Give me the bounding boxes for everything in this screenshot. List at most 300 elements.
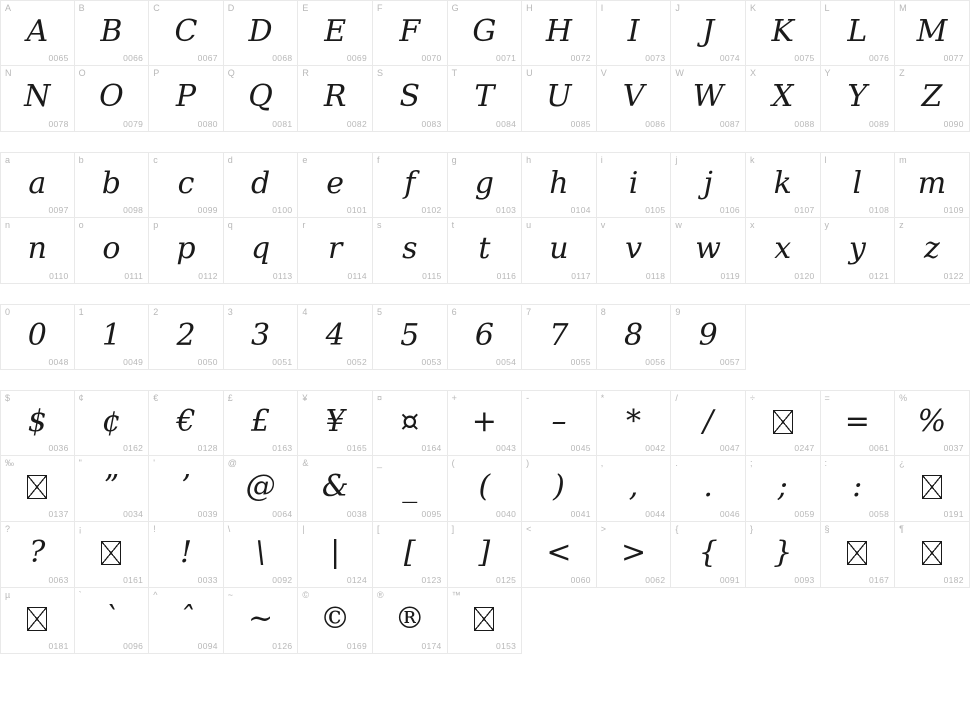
glyph-cell[interactable] [597,66,672,132]
glyph-preview: 7 [549,317,569,353]
glyph-code-label: 0122 [943,271,964,281]
glyph-char-label: ( [451,458,455,468]
glyph-code-label: 0047 [719,443,740,453]
glyph-char-label: \ [227,524,231,534]
glyph-cell[interactable] [448,66,523,132]
glyph-cell[interactable] [821,456,896,522]
glyph-cell[interactable] [895,218,970,284]
glyph-cell[interactable] [746,0,821,66]
glyph-cell[interactable] [0,588,75,654]
glyph-cell[interactable] [149,218,224,284]
glyph-code-label: 0072 [570,53,591,63]
glyph-cell[interactable] [75,218,150,284]
glyph-preview: s [402,231,418,266]
glyph-char-label: T [451,68,458,78]
glyph-cell[interactable] [75,456,150,522]
glyph-cell[interactable] [149,304,224,370]
glyph-char-label: u [526,220,532,230]
glyph-code-label: 0041 [570,509,591,519]
glyph-cell[interactable] [746,456,821,522]
glyph-preview: ¢ [101,403,121,439]
glyph-cell[interactable] [448,522,523,588]
glyph-cell[interactable] [821,66,896,132]
glyph-preview: G [472,13,497,49]
glyph-code-label: 0126 [272,641,293,651]
glyph-char-label: ' [153,458,156,468]
glyph-char-label: M [899,3,907,13]
glyph-cell[interactable] [895,522,970,588]
glyph-char-label: ‰ [5,458,15,468]
glyph-cell[interactable] [75,66,150,132]
glyph-row [0,456,970,522]
glyph-cell[interactable] [671,390,746,456]
glyph-cell[interactable] [448,304,523,370]
glyph-char-label: J [675,3,681,13]
glyph-preview: O [99,79,124,114]
glyph-cell[interactable] [149,390,224,456]
glyph-code-label: 0105 [645,205,666,215]
glyph-cell[interactable] [671,456,746,522]
glyph-preview: \ [255,535,266,570]
glyph-char-label: F [376,3,383,13]
glyph-char-label: L [824,3,830,13]
glyph-char-label: 0 [5,307,11,317]
glyph-code-label: 0037 [943,443,964,453]
glyph-code-label: 0121 [869,271,890,281]
glyph-preview: ! [179,535,193,570]
glyph-cell[interactable] [895,390,970,456]
glyph-char-label: E [302,3,309,13]
glyph-cell[interactable] [0,304,75,370]
glyph-code-label: 0050 [197,357,218,367]
glyph-cell[interactable] [224,152,299,218]
glyph-row [0,66,970,132]
glyph-cell[interactable] [0,456,75,522]
glyph-cell[interactable] [522,218,597,284]
glyph-preview: h [549,165,569,201]
glyph-cell[interactable] [298,390,373,456]
glyph-char-label: % [899,393,908,403]
glyph-char-label: ÷ [749,393,756,403]
glyph-cell[interactable] [0,0,75,66]
glyph-cell[interactable] [0,522,75,588]
glyph-char-label: X [749,68,757,78]
glyph-cell[interactable] [522,456,597,522]
glyph-cell[interactable] [75,390,150,456]
glyph-code-label: 0036 [48,443,69,453]
glyph-preview: 1 [101,317,121,353]
glyph-cell[interactable] [224,522,299,588]
glyph-code-label: 0077 [943,53,964,63]
glyph-cell[interactable] [821,522,896,588]
glyph-cell[interactable] [373,152,448,218]
glyph-code-label: 0097 [48,205,69,215]
glyph-code-label: 0094 [197,641,218,651]
glyph-char-label: § [824,524,830,534]
glyph-char-label: ® [376,590,384,600]
glyph-preview: ) [553,469,565,504]
glyph-cell[interactable] [224,218,299,284]
glyph-cell[interactable] [373,218,448,284]
glyph-code-label: 0096 [123,641,144,651]
glyph-cell[interactable] [149,588,224,654]
glyph-char-label: = [824,393,830,403]
glyph-code-label: 0087 [719,119,740,129]
glyph-code-label: 0039 [197,509,218,519]
glyph-char-label: < [526,524,532,534]
glyph-code-label: 0061 [869,443,890,453]
glyph-code-label: 0125 [496,575,517,585]
glyph-code-label: 0066 [123,53,144,63]
glyph-cell[interactable] [746,152,821,218]
glyph-preview: w [695,231,721,266]
glyph-cell[interactable] [149,522,224,588]
glyph-row [0,522,970,588]
glyph-cell[interactable] [298,522,373,588]
glyph-preview: * [626,403,642,439]
glyph-cell[interactable] [298,304,373,370]
glyph-preview: – [551,403,567,439]
glyph-preview: A [26,13,49,49]
glyph-code-label: 0051 [272,357,293,367]
glyph-preview: S [399,79,421,114]
glyph-preview: ˆ [178,601,194,636]
glyph-cell[interactable] [821,218,896,284]
glyph-cell[interactable] [522,304,597,370]
glyph-cell[interactable] [298,588,373,654]
glyph-cell[interactable] [522,390,597,456]
glyph-preview: F [399,13,421,49]
glyph-cell[interactable] [149,456,224,522]
glyph-char-label: w [675,220,683,230]
glyph-preview: ? [29,535,46,570]
glyph-char-label: 3 [227,307,233,317]
glyph-code-label: 0043 [496,443,517,453]
glyph-code-label: 0116 [496,271,517,281]
glyph-code-label: 0064 [272,509,293,519]
glyph-cell[interactable] [671,304,746,370]
glyph-char-label: $ [5,393,11,403]
glyph-char-label: ¤ [376,393,383,403]
glyph-char-label: b [78,155,84,165]
glyph-char-label: e [302,155,308,165]
glyph-cell-empty [895,588,970,654]
glyph-code-label: 0161 [123,575,144,585]
glyph-cell[interactable] [746,218,821,284]
glyph-cell-empty [895,304,970,370]
glyph-char-label: ; [749,458,753,468]
glyph-cell[interactable] [448,588,523,654]
glyph-char-label: € [153,393,159,403]
glyph-code-label: 0101 [346,205,367,215]
glyph-char-label: " [78,458,82,468]
glyph-row [0,0,970,66]
glyph-char-label: _ [376,458,383,468]
glyph-row [0,588,970,654]
glyph-cell[interactable] [373,304,448,370]
glyph-preview: r [328,231,343,266]
glyph-cell[interactable] [746,66,821,132]
glyph-cell[interactable] [597,522,672,588]
glyph-cell[interactable] [448,218,523,284]
glyph-code-label: 0068 [272,53,293,63]
glyph-cell[interactable] [448,456,523,522]
glyph-code-label: 0044 [645,509,666,519]
glyph-preview: H [545,13,573,49]
glyph-code-label: 0119 [720,271,740,281]
glyph-char-label: U [526,68,533,78]
glyph-code-label: 0086 [645,119,666,129]
glyph-char-label: H [526,3,533,13]
glyph-cell[interactable] [522,66,597,132]
glyph-char-label: ¥ [302,393,308,403]
glyph-cell[interactable] [298,152,373,218]
glyph-preview: j [703,165,713,201]
glyph-preview: C [174,13,198,49]
glyph-cell[interactable] [224,66,299,132]
glyph-cell[interactable] [0,218,75,284]
glyph-char-label: S [376,68,384,78]
glyph-code-label: 0048 [48,357,69,367]
glyph-preview: < [546,535,572,570]
glyph-code-label: 0042 [645,443,666,453]
glyph-preview: X [772,79,794,114]
glyph-cell[interactable] [746,390,821,456]
glyph-preview: = [844,403,870,439]
glyph-cell[interactable] [0,152,75,218]
glyph-preview: ; [777,469,788,504]
glyph-char-label: © [302,590,310,600]
glyph-char-label: { [675,524,679,534]
glyph-preview: > [620,535,647,570]
glyph-preview: e [326,165,345,201]
glyph-cell[interactable] [373,522,448,588]
glyph-preview: . [703,469,713,504]
glyph-char-label: q [227,220,233,230]
glyph-cell[interactable] [671,0,746,66]
glyph-cell[interactable] [298,456,373,522]
glyph-char-label: t [451,220,455,230]
glyph-code-label: 0091 [719,575,740,585]
glyph-code-label: 0045 [570,443,591,453]
glyph-char-label: 4 [302,307,308,317]
glyph-preview: m [917,165,947,201]
glyph-char-label: ? [5,524,11,534]
glyph-char-label: R [302,68,310,78]
glyph-char-label: ^ [153,590,158,600]
glyph-code-label: 0060 [570,575,591,585]
glyph-preview: V [622,79,645,114]
glyph-preview: U [546,79,572,114]
glyph-code-label: 0046 [719,509,740,519]
glyph-cell[interactable] [671,152,746,218]
glyph-cell[interactable] [895,456,970,522]
glyph-cell[interactable] [0,390,75,456]
glyph-char-label: a [5,155,11,165]
glyph-cell[interactable] [895,0,970,66]
glyph-char-label: f [376,155,380,165]
glyph-cell[interactable] [895,152,970,218]
glyph-cell[interactable] [373,588,448,654]
glyph-cell[interactable] [448,152,523,218]
glyph-cell[interactable] [373,0,448,66]
glyph-cell[interactable] [373,390,448,456]
glyph-code-label: 0033 [197,575,218,585]
glyph-cell[interactable] [373,456,448,522]
glyph-preview: p [176,231,196,266]
glyph-code-label: 0164 [421,443,442,453]
glyph-cell[interactable] [522,522,597,588]
glyph-char-label: ! [153,524,156,534]
glyph-char-label: Z [899,68,905,78]
glyph-cell[interactable] [671,218,746,284]
glyph-code-label: 0090 [943,119,964,129]
glyph-preview: @ [245,469,276,504]
glyph-cell[interactable] [373,66,448,132]
glyph-char-label: ) [526,458,530,468]
glyph-code-label: 0100 [272,205,293,215]
glyph-cell[interactable] [298,66,373,132]
glyph-cell[interactable] [298,0,373,66]
glyph-char-label: i [600,155,603,165]
glyph-preview: ¤ [400,403,420,439]
glyph-preview: I [627,13,640,49]
glyph-code-label: 0118 [645,271,666,281]
glyph-code-label: 0082 [346,119,367,129]
glyph-cell[interactable] [224,390,299,456]
glyph-char-label: [ [376,524,380,534]
glyph-preview: T [474,79,495,114]
glyph-char-label: m [899,155,907,165]
glyph-char-label: A [5,3,12,13]
glyph-code-label: 0075 [794,53,815,63]
glyph-char-label: ¿ [899,458,905,468]
glyph-cell[interactable] [298,218,373,284]
glyph-char-label: 2 [153,307,159,317]
glyph-cell[interactable] [75,522,150,588]
glyph-char-label: 1 [78,307,84,317]
glyph-code-label: 0106 [719,205,740,215]
glyph-cell[interactable] [149,0,224,66]
glyph-char-label: z [899,220,904,230]
glyph-preview: x [774,231,792,266]
glyph-char-label: N [5,68,12,78]
glyph-char-label: . [675,458,679,468]
glyph-preview: Z [921,79,943,114]
glyph-char-label: : [824,458,828,468]
glyph-cell[interactable] [75,304,150,370]
glyph-cell[interactable] [895,66,970,132]
glyph-cell[interactable] [821,152,896,218]
glyph-char-label: W [675,68,685,78]
glyph-cell[interactable] [821,0,896,66]
glyph-code-label: 0112 [198,271,218,281]
glyph-preview: _ [402,469,418,504]
glyph-preview: L [847,13,868,49]
glyph-code-label: 0078 [48,119,69,129]
glyph-cell[interactable] [821,390,896,456]
glyph-cell-empty [597,588,672,654]
glyph-char-label: 5 [376,307,383,317]
glyph-cell-empty [522,588,597,654]
glyph-char-label: 9 [675,307,681,317]
glyph-cell[interactable] [597,0,672,66]
glyph-preview: y [848,231,866,266]
glyph-preview: 9 [698,317,718,353]
glyph-cell[interactable] [448,0,523,66]
glyph-char-label: - [526,393,530,403]
glyph-code-label: 0057 [719,357,740,367]
glyph-cell[interactable] [0,66,75,132]
glyph-cell[interactable] [522,152,597,218]
glyph-cell[interactable] [597,390,672,456]
glyph-cell[interactable] [224,588,299,654]
glyph-char-label: h [526,155,532,165]
glyph-code-label: 0058 [869,509,890,519]
glyph-preview: z [924,231,940,266]
glyph-code-label: 0069 [346,53,367,63]
glyph-cell[interactable] [671,522,746,588]
glyph-cell[interactable] [746,522,821,588]
glyph-code-label: 0067 [197,53,218,63]
glyph-preview: 6 [474,317,494,353]
glyph-preview: & [321,469,349,504]
glyph-cell[interactable] [597,456,672,522]
glyph-cell[interactable] [597,218,672,284]
glyph-cell[interactable] [522,0,597,66]
glyph-char-label: y [824,220,830,230]
glyph-cell-empty [821,588,896,654]
glyph-cell[interactable] [448,390,523,456]
glyph-char-label: ¶ [899,524,905,534]
glyph-preview: J [702,13,715,49]
glyph-code-label: 0165 [346,443,367,453]
glyph-cell[interactable] [75,588,150,654]
glyph-cell[interactable] [224,0,299,66]
glyph-preview: N [24,79,51,114]
glyph-code-label: 0056 [645,357,666,367]
glyph-cell[interactable] [224,456,299,522]
glyph-code-label: 0034 [123,509,144,519]
glyph-code-label: 0084 [496,119,517,129]
glyph-code-label: 0080 [197,119,218,129]
glyph-cell[interactable] [597,152,672,218]
glyph-cell[interactable] [597,304,672,370]
glyph-preview: © [320,601,351,636]
glyph-code-label: 0114 [347,271,367,281]
glyph-row [0,304,970,370]
glyph-preview: D [248,13,273,49]
glyph-preview: d [250,165,271,201]
glyph-cell[interactable] [149,66,224,132]
glyph-preview: ( [478,469,491,504]
glyph-code-label: 0117 [571,271,591,281]
glyph-char-label: V [600,68,607,78]
glyph-cell[interactable] [224,304,299,370]
glyph-char-label: l [824,155,827,165]
glyph-preview: q [250,231,271,266]
glyph-cell[interactable] [75,0,150,66]
glyph-preview: g [474,165,494,201]
glyph-code-label: 0107 [794,205,815,215]
glyph-cell[interactable] [671,66,746,132]
glyph-cell[interactable] [75,152,150,218]
glyph-block-uppercase [0,0,970,132]
glyph-code-label: 0092 [272,575,293,585]
glyph-code-label: 0088 [794,119,815,129]
glyph-cell[interactable] [149,152,224,218]
glyph-char-label: 8 [600,307,606,317]
